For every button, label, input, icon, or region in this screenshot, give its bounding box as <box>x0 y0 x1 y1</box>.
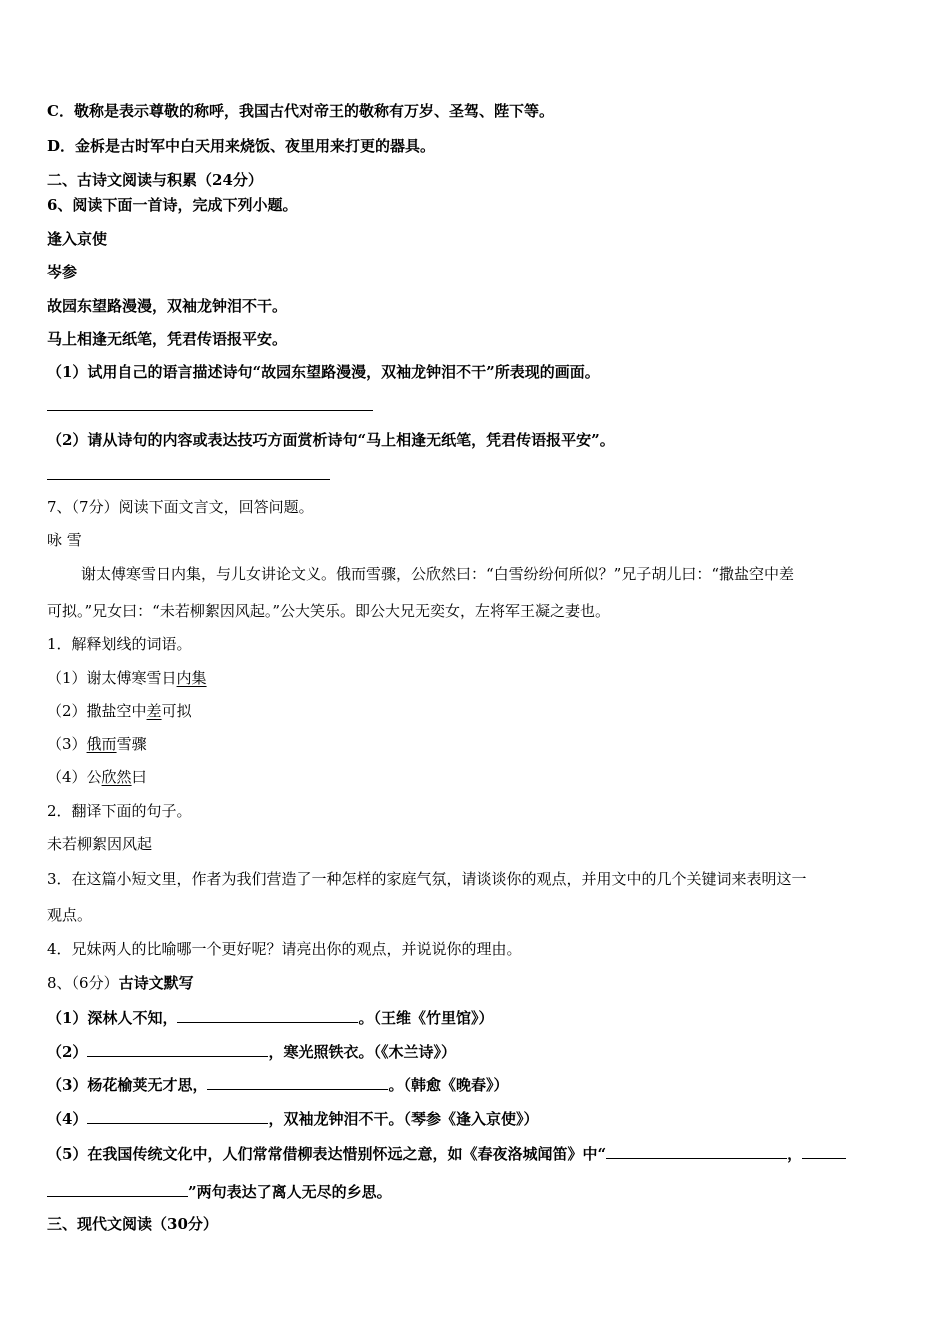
blank-5[interactable] <box>606 1143 787 1159</box>
item-3-suffix: 雪骤 <box>116 735 147 753</box>
recite-4-suffix: ，双袖龙钟泪不干。（琴参《逢入京使》） <box>268 1110 539 1128</box>
blank-6-start[interactable] <box>802 1143 846 1159</box>
recite-2-suffix: ，寒光照铁衣。（《木兰诗》） <box>268 1043 456 1061</box>
q8-intro <box>47 973 194 993</box>
section3-heading: 三、现代文阅读（30分） <box>47 1215 218 1233</box>
q6-intro: 6、阅读下面一首诗，完成下列小题。 <box>47 196 298 214</box>
section2-heading: 二、古诗文阅读与积累（24分） <box>47 171 263 189</box>
recite-2-prefix: （2） <box>47 1043 88 1061</box>
answer-line-2[interactable] <box>47 479 330 480</box>
q7-1: 1．解释划线的词语。 <box>47 635 192 653</box>
recite-5 <box>47 1143 846 1164</box>
recite-1-prefix: （1）深林人不知， <box>47 1009 178 1027</box>
item-2-suffix: 可拟 <box>161 702 192 720</box>
blank-6-end[interactable] <box>47 1181 188 1197</box>
q6-sub1: （1）试用自己的语言描述诗句“故园东望路漫漫，双袖龙钟泪不干”所表现的画面。 <box>47 363 600 381</box>
poem-author: 岑参 <box>47 263 78 281</box>
recite-5-mid: ， <box>787 1145 803 1163</box>
recite-1-suffix: 。（王维《竹里馆》） <box>358 1009 494 1027</box>
item-4-suffix: 曰 <box>131 768 147 786</box>
item-2-prefix: （2）撒盐空中 <box>47 702 147 720</box>
option-c: C．敬称是表示尊敬的称呼，我国古代对帝王的敬称有万岁、圣驾、陛下等。 <box>47 102 554 120</box>
recite-1 <box>47 1007 493 1028</box>
item-4-prefix: （4）公 <box>47 768 102 786</box>
item-3-prefix: （3） <box>47 735 87 753</box>
q8-intro-bold: 古诗文默写 <box>118 974 194 992</box>
recite-3-prefix: （3）杨花榆荚无才思， <box>47 1076 208 1094</box>
q7-3-line-2: 观点。 <box>47 906 93 924</box>
recite-5-prefix: （5）在我国传统文化中，人们常常借柳表达惜别怀远之意，如《春夜洛城闻笛》中“ <box>47 1145 607 1163</box>
q6-sub2: （2）请从诗句的内容或表达技巧方面赏析诗句“马上相逢无纸笔，凭君传语报平安”。 <box>47 431 615 449</box>
text-title: 咏 雪 <box>47 531 82 549</box>
recite-3-suffix: 。（韩愈《晚春》） <box>388 1076 509 1094</box>
recite-3 <box>47 1074 508 1095</box>
item-1-prefix: （1）谢太傅寒雪日 <box>47 669 177 687</box>
q8-intro-prefix: 8、（6分） <box>47 974 119 992</box>
recite-5-end: ”两句表达了离人无尽的乡思。 <box>188 1183 392 1201</box>
recite-4-prefix: （4） <box>47 1110 88 1128</box>
q7-4: 4．兄妹两人的比喻哪一个更好呢？请亮出你的观点，并说说你的理由。 <box>47 940 522 958</box>
poem-title: 逢入京使 <box>47 230 108 248</box>
q7-3-line-1: 3．在这篇小短文里，作者为我们营造了一种怎样的家庭气氛，请谈谈你的观点，并用文中的几个关键词来表明这一 <box>47 870 807 888</box>
blank-1[interactable] <box>177 1007 358 1023</box>
option-d: D．金柝是古时军中白天用来烧饭、夜里用来打更的器具。 <box>47 137 436 155</box>
passage-line-1: 谢太傅寒雪日内集，与儿女讲论文义。俄而雪骤，公欣然曰：“白雪纷纷何所似？”兄子胡儿曰：“撒盐空中差 <box>81 565 795 583</box>
q7-intro: 7、（7分）阅读下面文言文，回答问题。 <box>47 498 314 516</box>
blank-2[interactable] <box>87 1041 268 1057</box>
q7-2-sentence: 未若柳絮因风起 <box>47 835 153 853</box>
item-4-word: 欣然 <box>101 768 132 786</box>
vocab-item-2 <box>47 701 192 721</box>
passage-line-2: 可拟。”兄女曰：“未若柳絮因风起。”公大笑乐。即公大兄无奕女，左将军王凝之妻也。 <box>47 602 611 620</box>
poem-line-1: 故园东望路漫漫，双袖龙钟泪不干。 <box>47 297 288 315</box>
blank-4[interactable] <box>87 1108 268 1124</box>
item-2-word: 差 <box>146 702 162 720</box>
recite-5-cont <box>47 1181 392 1202</box>
recite-4 <box>47 1108 538 1129</box>
poem-line-2: 马上相逢无纸笔，凭君传语报平安。 <box>47 330 288 348</box>
blank-3[interactable] <box>207 1074 388 1090</box>
recite-2 <box>47 1041 456 1062</box>
item-3-word: 俄而 <box>86 735 117 753</box>
vocab-item-3 <box>47 734 147 754</box>
q7-2: 2．翻译下面的句子。 <box>47 802 192 820</box>
answer-line-1[interactable] <box>47 410 373 411</box>
vocab-item-4 <box>47 767 147 787</box>
vocab-item-1 <box>47 668 207 688</box>
item-1-word: 内集 <box>176 669 207 687</box>
